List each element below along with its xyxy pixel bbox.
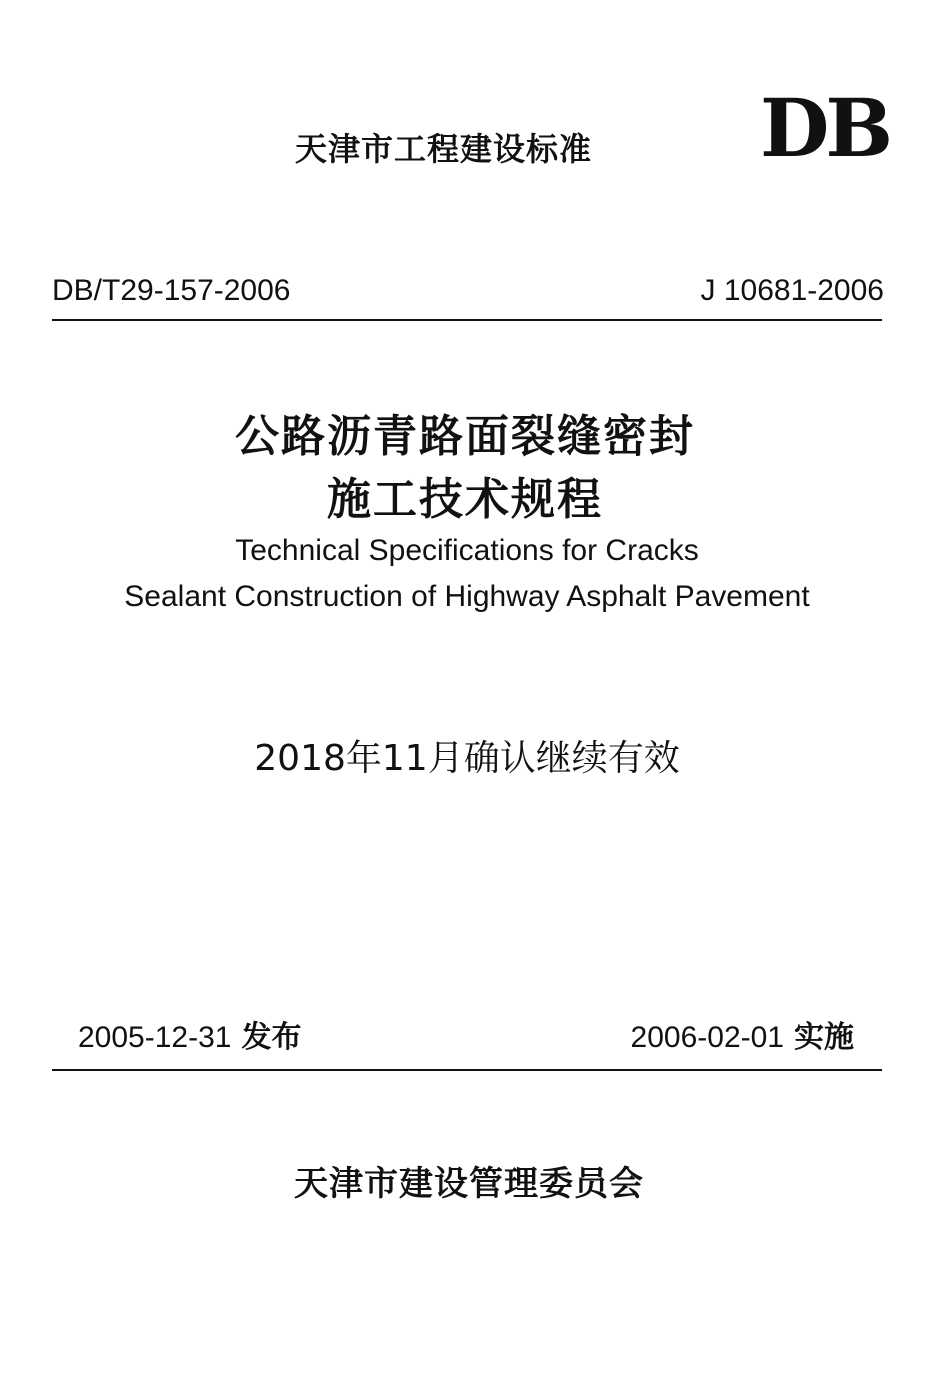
publish-label: 发布 [241,1020,302,1055]
series-title: 天津市工程建设标准 [295,130,593,168]
effective-date: 2006-02-01 [630,1021,784,1054]
effective-label: 实施 [794,1020,854,1055]
db-mark: DB [760,81,889,175]
title-en-line2: Sealant Construction of Highway Asphalt Pavement [124,580,810,613]
title-cn-line2: 施工技术规程 [327,474,603,525]
standard-number: DB/T29-157-2006 [52,274,291,307]
issuer: 天津市建设管理委员会 [294,1164,644,1204]
title-cn-line1: 公路沥青路面裂缝密封 [235,411,695,462]
bottom-divider [52,1069,882,1071]
title-en-line1: Technical Specifications for Cracks [235,534,699,567]
publish-date: 2005-12-31 [78,1021,232,1054]
effective-date-block [631,1012,854,1056]
top-divider [52,319,882,321]
record-number: J 10681-2006 [700,274,884,307]
publish-date-block [78,1012,301,1056]
validity-note: 2018年11月确认继续有效 [254,738,680,779]
